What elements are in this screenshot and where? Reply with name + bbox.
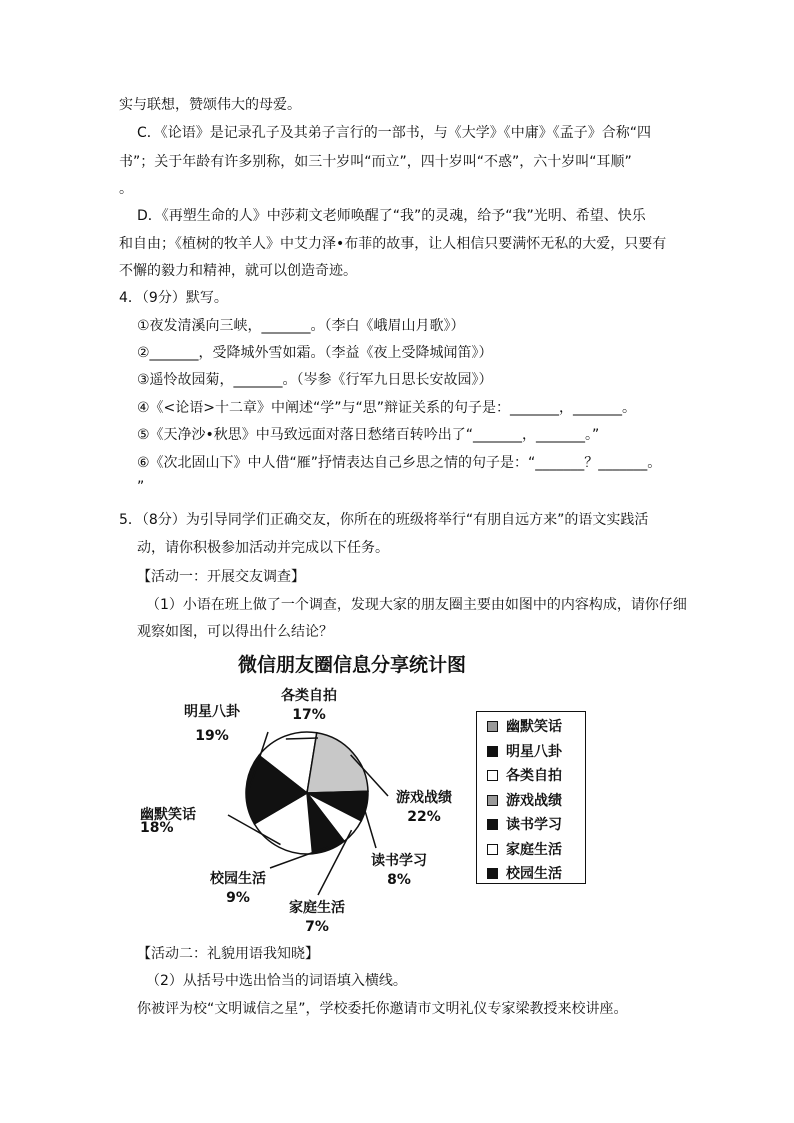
slice-percent: 8%	[387, 872, 411, 888]
text-line: ”	[137, 479, 145, 495]
slice-name: 幽默笑话	[140, 807, 196, 823]
slice-label-reading	[371, 852, 427, 890]
slice-percent: 22%	[407, 809, 441, 825]
subquestion-2: （2）从括号中选出恰当的词语填入横线。	[146, 973, 407, 989]
leader-line	[364, 806, 376, 848]
legend-item	[487, 718, 562, 736]
legend-label: 家庭生活	[506, 842, 562, 858]
slice-percent: 7%	[305, 919, 329, 935]
legend-item	[487, 767, 562, 785]
option-d-line: D．《再塑生命的人》中莎莉文老师唤醒了“我”的灵魂，给予“我”光明、希望、快乐	[137, 208, 646, 224]
slice-label-family	[289, 899, 345, 937]
question-5-heading: 5．（8分）为引导同学们正确交友，你所在的班级将举行“有朋自远方来”的语文实践活	[119, 512, 649, 528]
slice-label-campus	[210, 870, 266, 908]
slice-name: 家庭生活	[289, 900, 345, 916]
chart-title: 微信朋友圈信息分享统计图	[238, 654, 467, 676]
legend-label: 明星八卦	[506, 744, 562, 760]
legend-item	[487, 816, 562, 834]
text-line: 你被评为校“文明诚信之星”，学校委托你邀请市文明礼仪专家梁教授来校讲座。	[137, 1001, 628, 1017]
slice-name: 各类自拍	[281, 688, 337, 704]
text-line: 动，请你积极参加活动并完成以下任务。	[137, 540, 389, 556]
legend-item	[487, 865, 562, 883]
legend-swatch	[487, 721, 498, 732]
legend-swatch	[487, 844, 498, 855]
slice-percent: 17%	[292, 707, 326, 723]
question-4-heading: 4．（9分）默写。	[119, 290, 228, 306]
legend-label: 各类自拍	[506, 768, 562, 784]
slice-percent: 19%	[195, 728, 229, 744]
subquestion-1: （1）小语在班上做了一个调查，发现大家的朋友圈主要由如图中的内容构成，请你仔细	[146, 597, 687, 613]
dictation-item-1: ①夜发清溪向三峡，_______。（李白《峨眉山月歌》）	[137, 318, 465, 334]
legend-swatch	[487, 795, 498, 806]
slice-percent: 9%	[226, 890, 250, 906]
text-line: 不懈的毅力和精神，就可以创造奇迹。	[119, 263, 357, 279]
slice-label-selfie	[281, 687, 337, 725]
activity-1-heading: 【活动一：开展交友调查】	[137, 569, 305, 585]
dictation-item-5: ⑤《天净沙•秋思》中马致远面对落日愁绪百转吟出了“_______，_______。”	[137, 427, 600, 443]
activity-2-heading: 【活动二：礼貌用语我知晓】	[137, 946, 319, 962]
legend-item	[487, 792, 562, 810]
slice-name: 明星八卦	[184, 704, 240, 720]
dictation-item-6: ⑥《次北固山下》中人借“雁”抒情表达自己乡思之情的句子是：“_______？_______。	[137, 455, 662, 471]
slice-name: 校园生活	[210, 871, 266, 887]
leader-line	[286, 738, 318, 739]
text-line: 观察如图，可以得出什么结论？	[137, 624, 333, 640]
text-line: 和自由；《植树的牧羊人》中艾力泽•布菲的故事，让人相信只要满怀无私的大爱，只要有	[119, 236, 667, 252]
legend-swatch	[487, 819, 498, 830]
legend-label: 校园生活	[506, 866, 562, 882]
legend-label: 幽默笑话	[506, 719, 562, 735]
legend-swatch	[487, 770, 498, 781]
dictation-item-3: ③遥怜故园菊，_______。（岑参《行军九日思长安故园》）	[137, 372, 493, 388]
chart-legend	[476, 711, 586, 884]
text-line: 书”；关于年龄有许多别称，如三十岁叫“而立”，四十岁叫“不惑”，六十岁叫“耳顺”	[119, 154, 632, 170]
slice-label-humor	[140, 806, 196, 838]
slice-percent: 18%	[140, 820, 174, 836]
text-line: 。	[119, 181, 133, 197]
legend-label: 读书学习	[506, 817, 562, 833]
legend-item	[487, 743, 562, 761]
legend-label: 游戏战绩	[506, 793, 562, 809]
option-c-line: C．《论语》是记录孔子及其弟子言行的一部书，与《大学》《中庸》《孟子》合称“四	[137, 125, 652, 141]
slice-name: 读书学习	[371, 853, 427, 869]
slice-label-celebrity	[184, 703, 240, 746]
slice-label-game	[396, 789, 452, 827]
slice-name: 游戏战绩	[396, 790, 452, 806]
dictation-item-4: ④《<论语>十二章》中阐述“学”与“思”辩证关系的句子是：_______，_______。	[137, 400, 637, 416]
legend-item	[487, 841, 562, 859]
legend-swatch	[487, 868, 498, 879]
dictation-item-2: ②_______，受降城外雪如霜。（李益《夜上受降城闻笛》）	[137, 345, 493, 361]
legend-swatch	[487, 746, 498, 757]
text-line: 实与联想，赞颂伟大的母爱。	[119, 97, 301, 113]
